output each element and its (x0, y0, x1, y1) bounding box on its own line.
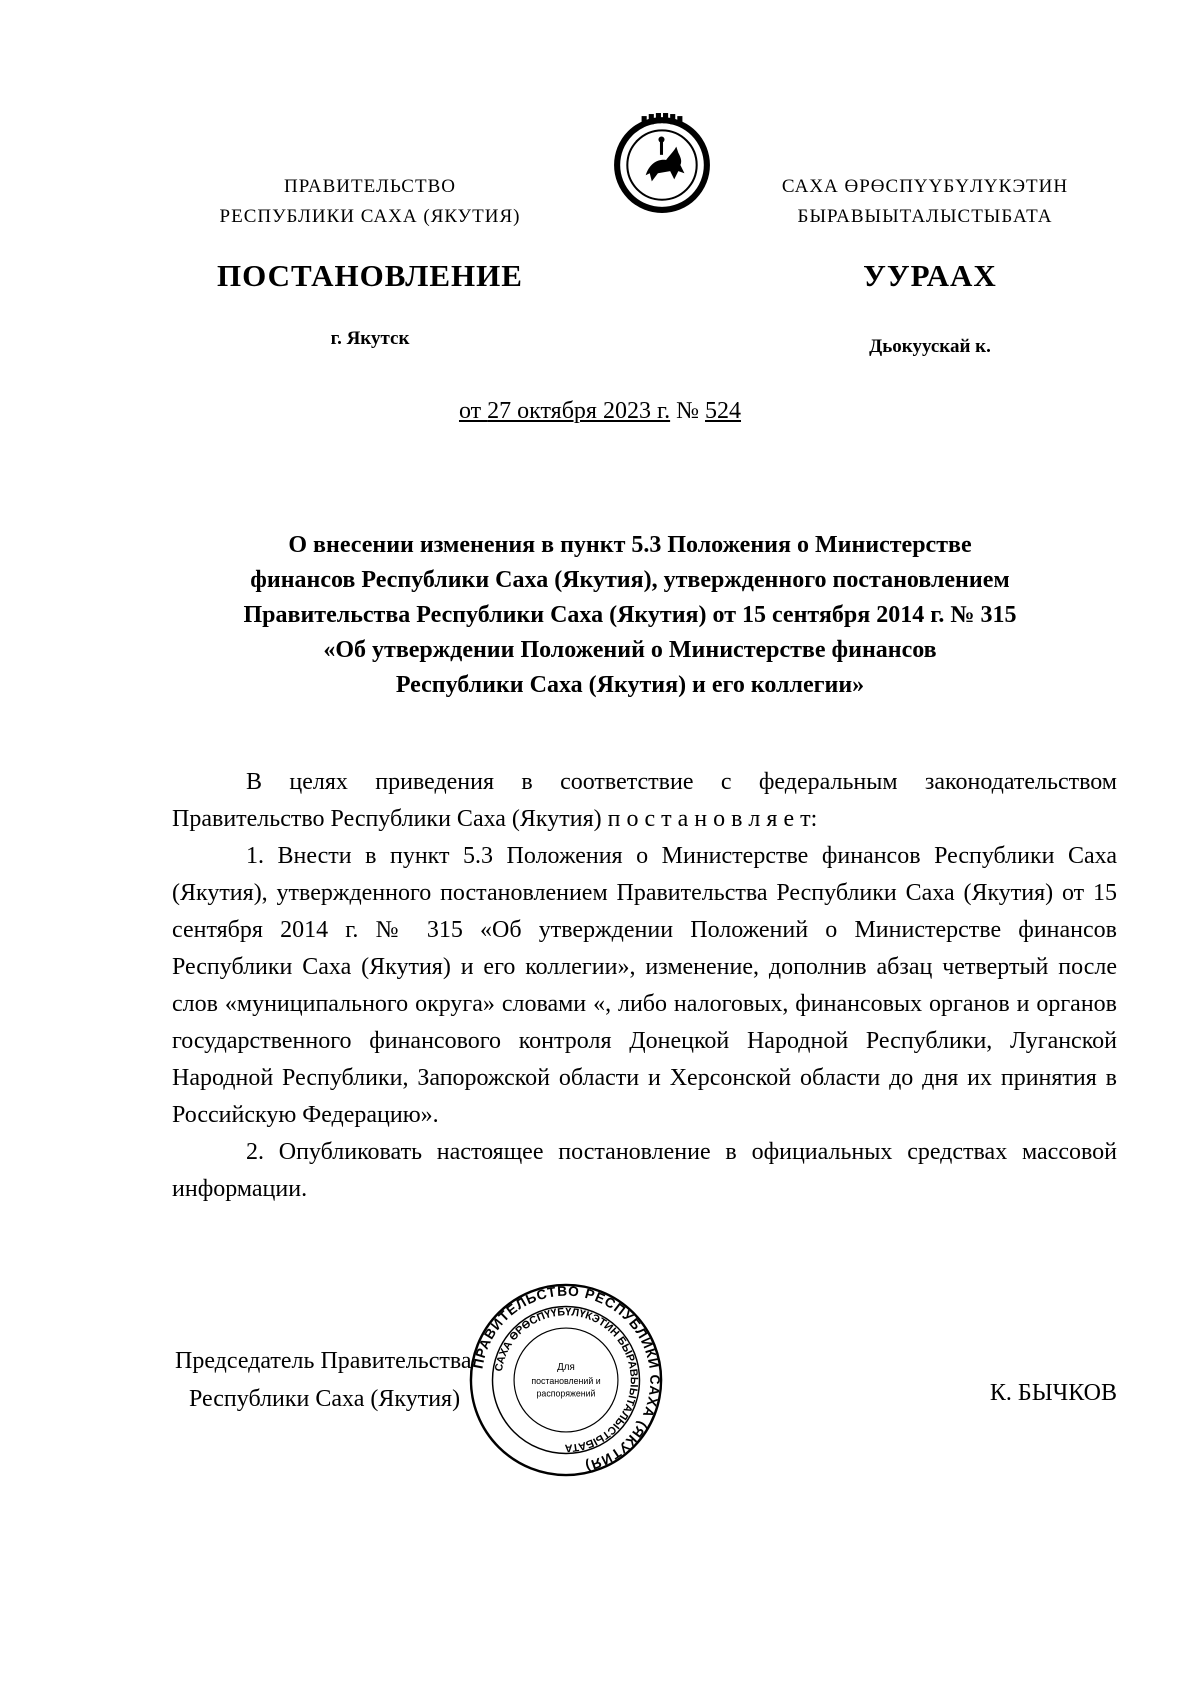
header-left-line1: ПРАВИТЕЛЬСТВО (284, 176, 456, 197)
title-line: «Об утверждении Положений о Министерстве финансов (323, 637, 937, 663)
official-seal-stamp-icon (468, 1282, 664, 1478)
document-body (172, 764, 1117, 1208)
stamp-center-line2: постановлений и (531, 1375, 601, 1386)
preamble-paragraph: В целях приведения в соответствие с федеральным законодательством Правительство Республики Саха (Якутия) п о с т а н о в л я е т: (172, 769, 1117, 832)
number-sign: № (670, 398, 706, 424)
city-left: г. Якутск (330, 328, 410, 349)
header-right-government (740, 172, 1110, 232)
signatory-position-line1: Председатель Правительства (175, 1348, 472, 1374)
city-right: Дьокуускай к. (869, 336, 991, 357)
stamp-inner-text: САХА ӨРӨСПҮҮБҮЛҮКЭТИН БЫРАВЫЫТАЛЫСТЫБАТА (492, 1306, 640, 1454)
number-value: 524 (705, 398, 742, 424)
document-title (165, 528, 1095, 703)
title-line: Республики Саха (Якутия) и его коллегии» (395, 672, 865, 698)
item-1-paragraph: 1. Внести в пункт 5.3 Положения о Министерстве финансов Республики Саха (Якутия), утвержденного постановлением Правительства Республики Саха (Якутия) от 15 сентября 2014 г. № 315 «Об утверждении Положений о Министерстве финансов Республики Саха (Якутия) и его коллегии», изменение, дополнив абзац четвертый после слов «муниципального округа» словами «, либо налоговых, финансовых органов и органов государственного финансового контроля Донецкой Народной Республики, Луганской Народной Республики, Запорожской области и Херсонской области до дня их принятия в Российскую Федерацию». (172, 843, 1117, 1128)
date-value: 27 октября 2023 г. (487, 398, 671, 424)
stamp-center-line3: распоряжений (536, 1388, 596, 1399)
doc-type-left: ПОСТАНОВЛЕНИЕ (217, 258, 523, 293)
signatory-position-line2: Республики Саха (Якутия) (189, 1386, 461, 1412)
doc-type-right: УУРААХ (863, 258, 997, 293)
stamp-center-line1: Для (557, 1362, 575, 1374)
title-line: О внесении изменения в пункт 5.3 Положения о Министерстве (288, 532, 972, 558)
signatory-position (175, 1342, 472, 1418)
date-line (0, 398, 1200, 425)
item-2-paragraph: 2. Опубликовать настоящее постановление в официальных средствах массовой информации. (172, 1139, 1117, 1202)
signatory-name: К. БЫЧКОВ (989, 1380, 1117, 1406)
title-line: финансов Республики Саха (Якутия), утвержденного постановлением (250, 567, 1010, 593)
date-prefix: от (458, 398, 488, 424)
stamp-outer-text: ПРАВИТЕЛЬСТВО РЕСПУБЛИКИ САХА (ЯКУТИЯ) (470, 1283, 663, 1475)
header-left-line2: РЕСПУБЛИКИ САХА (ЯКУТИЯ) (219, 206, 521, 227)
header-right-line2: БЫРАВЫЫТАЛЫСТЫБАТА (797, 206, 1053, 227)
title-line: Правительства Республики Саха (Якутия) от 15 сентября 2014 г. № 315 (243, 602, 1017, 628)
header-right-line1: САХА ӨРӨСПҮҮБҮЛҮКЭТИН (781, 176, 1069, 197)
coat-of-arms-emblem-icon (611, 112, 713, 214)
header-left-government (170, 172, 570, 232)
